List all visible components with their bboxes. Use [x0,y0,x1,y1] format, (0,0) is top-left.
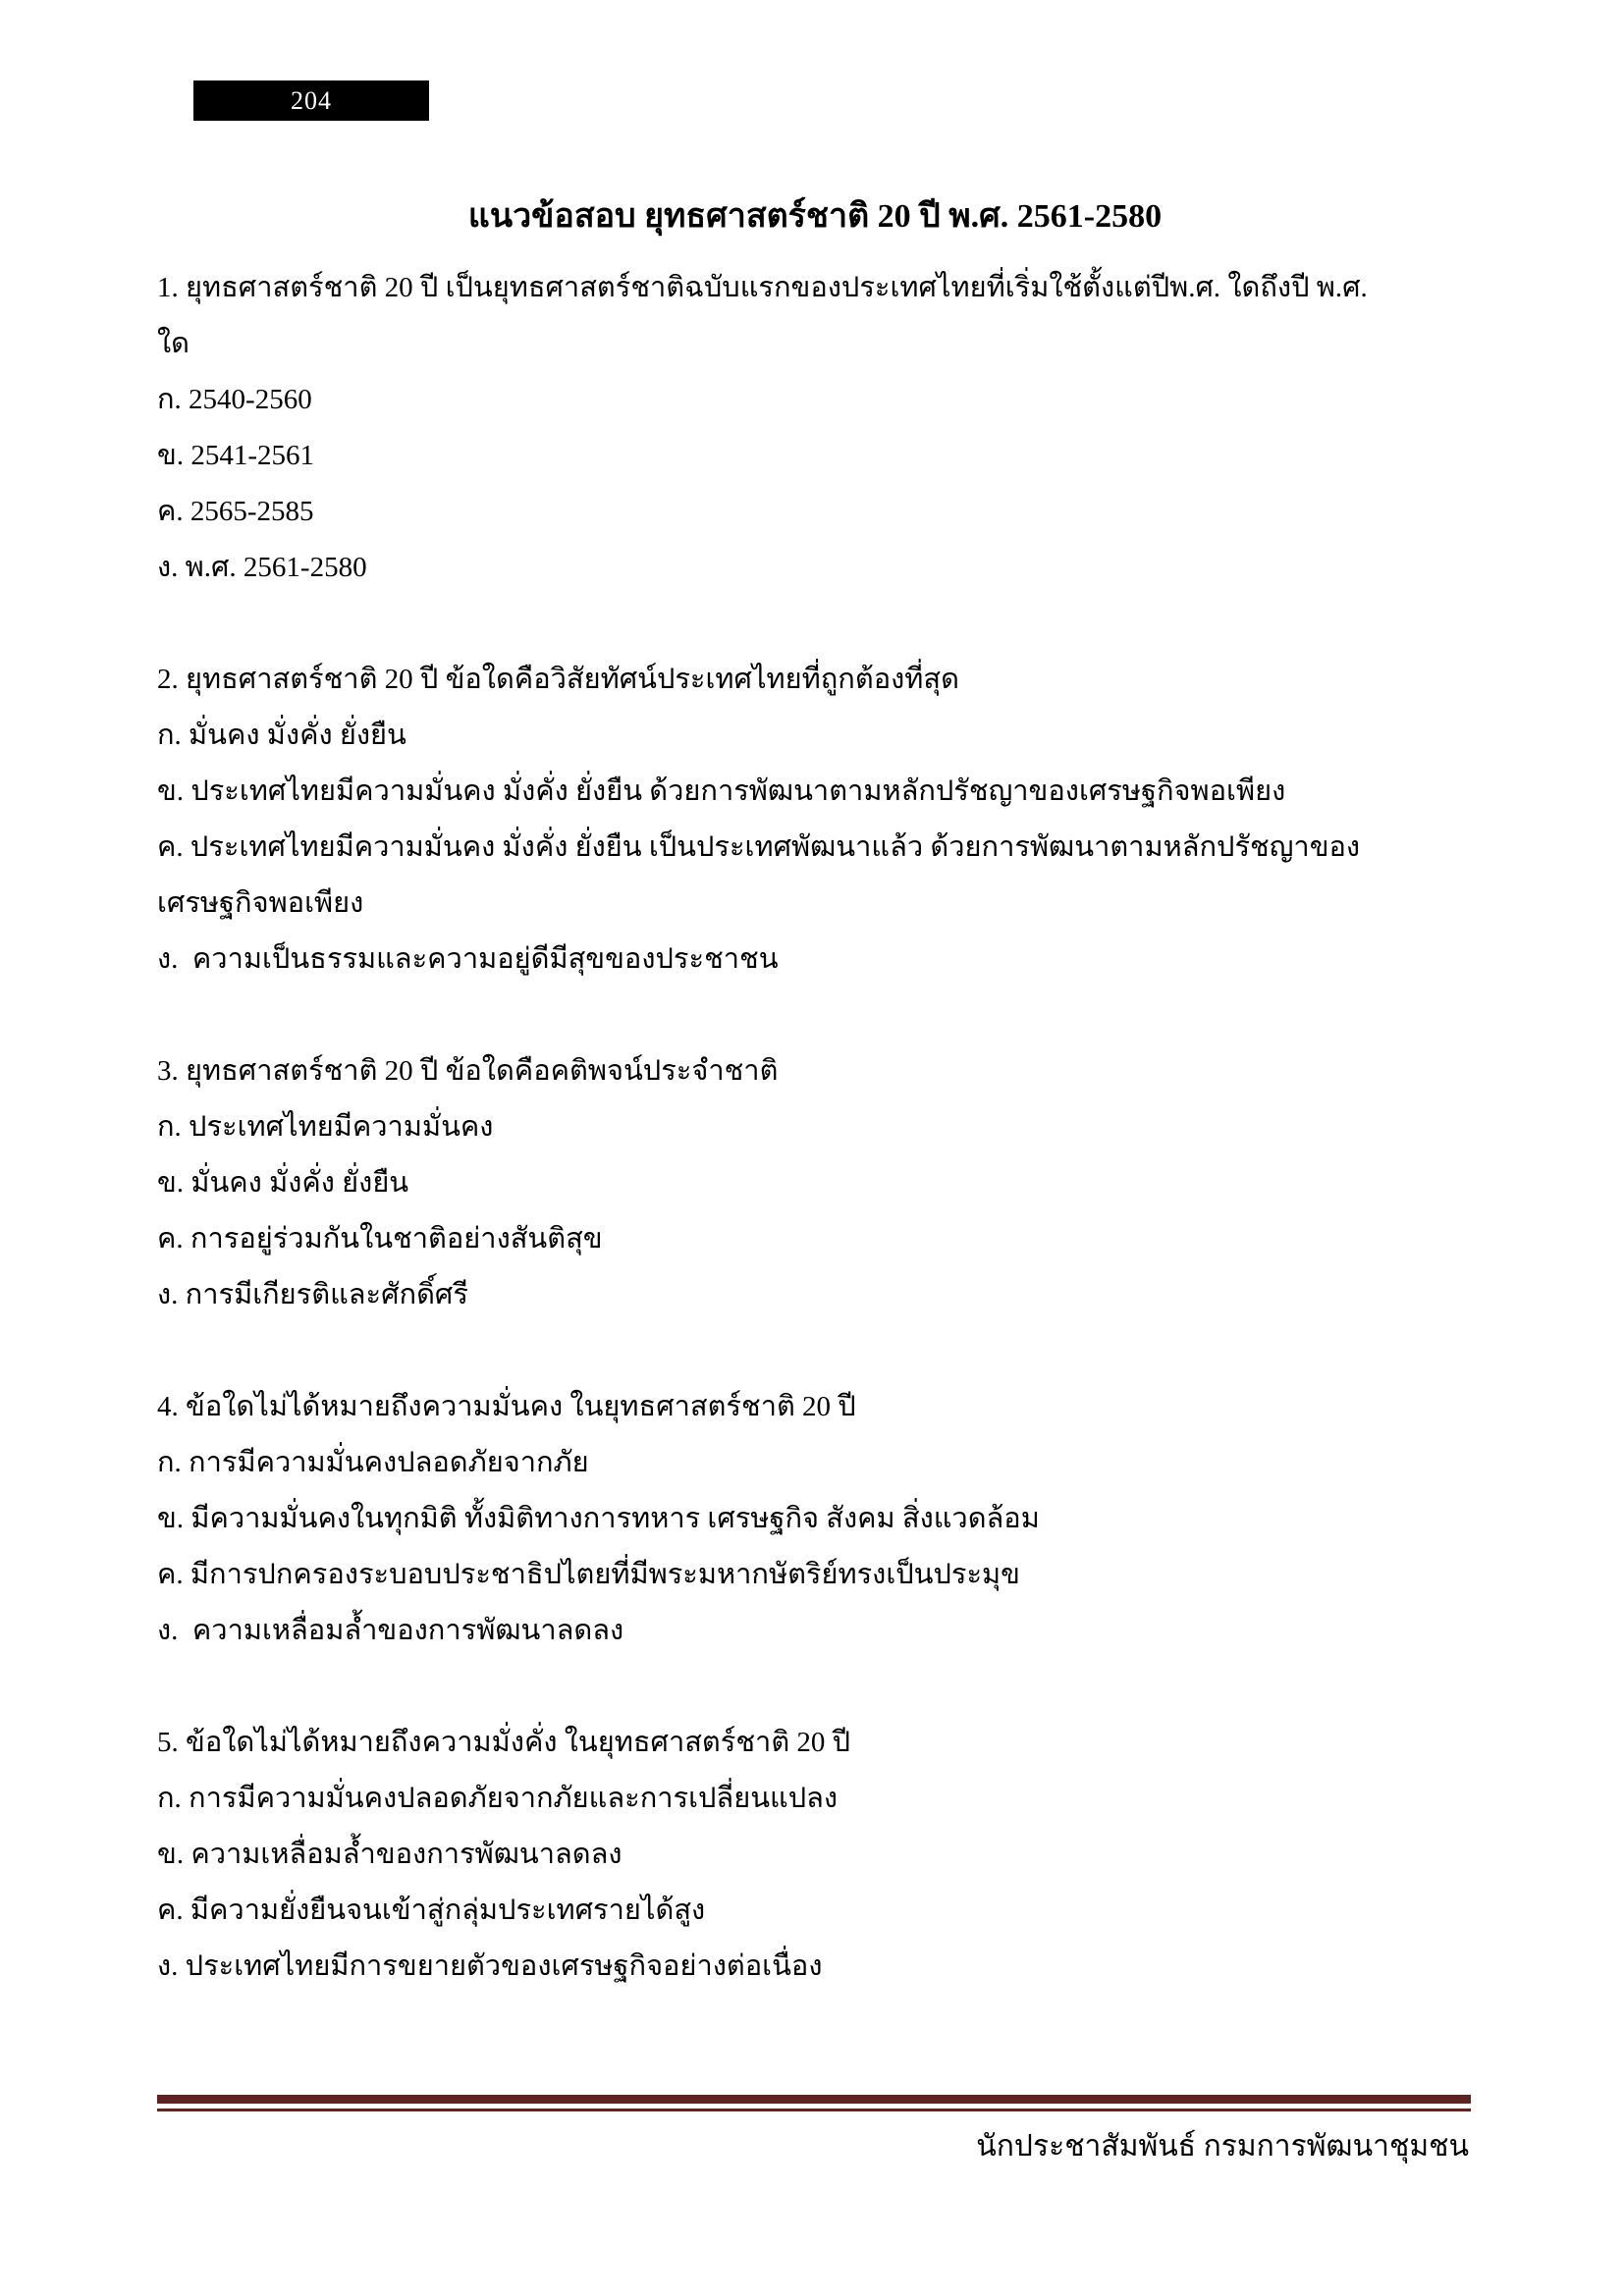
question-1-option-c: ค. 2565-2585 [157,496,314,527]
question-3-option-b: ข. มั่นคง มั่งคั่ง ยั่งยืน [157,1167,409,1199]
question-2-option-c-wrap: เศรษฐกิจพอเพียง [157,887,364,919]
question-4 [157,1379,1473,1659]
question-2 [157,652,1473,988]
question-5 [157,1715,1473,1995]
question-3-option-d: ง. การมีเกียรติและศักดิ์ศรี [157,1279,468,1310]
question-3 [157,1043,1473,1323]
question-2-option-a: ก. มั่นคง มั่งคั่ง ยั่งยืน [157,720,406,751]
question-1-prompt-line: 1. ยุทธศาสตร์ชาติ 20 ปี เป็นยุทธศาสตร์ชาติฉบับแรกของประเทศไทยที่เริ่มใช้ตั้งแต่ปีพ.ศ. ใดถึงปี พ.ศ. [157,272,1368,303]
page-number-box [193,80,429,121]
question-4-option-a: ก. การมีความมั่นคงปลอดภัยจากภัย [157,1447,589,1478]
question-1-prompt-line: ใด [157,328,189,359]
document-content [157,188,1473,2051]
question-4-option-c: ค. มีการปกครองระบอบประชาธิปไตยที่มีพระมหากษัตริย์ทรงเป็นประมุข [157,1559,1020,1590]
document-title: แนวข้อสอบ ยุทธศาสตร์ชาติ 20 ปี พ.ศ. 2561-2580 [467,198,1163,235]
question-1-option-d: ง. พ.ศ. 2561-2580 [157,552,367,583]
question-5-option-b: ข. ความเหลื่อมล้ำของการพัฒนาลดลง [157,1839,623,1870]
question-3-option-c: ค. การอยู่ร่วมกันในชาติอย่างสันติสุข [157,1223,603,1255]
question-2-option-c: ค. ประเทศไทยมีความมั่นคง มั่งคั่ง ยั่งยืน เป็นประเทศพัฒนาแล้ว ด้วยการพัฒนาตามหลักปรัชญาของ [157,831,1361,863]
question-1-option-b: ข. 2541-2561 [157,440,314,471]
page-number: 204 [291,85,332,115]
question-1 [157,260,1473,596]
question-2-option-b: ข. ประเทศไทยมีความมั่นคง มั่งคั่ง ยั่งยืน ด้วยการพัฒนาตามหลักปรัชญาของเศรษฐกิจพอเพียง [157,775,1286,807]
question-5-option-a: ก. การมีความมั่นคงปลอดภัยจากภัยและการเปลี่ยนแปลง [157,1783,839,1814]
question-2-prompt-line: 2. ยุทธศาสตร์ชาติ 20 ปี ข้อใดคือวิสัยทัศน์ประเทศไทยที่ถูกต้องที่สุด [157,664,959,695]
footer-credit-text: นักประชาสัมพันธ์ กรมการพัฒนาชุมชน [976,2130,1469,2163]
question-5-option-c: ค. มีความยั่งยืนจนเข้าสู่กลุ่มประเทศรายได้สูง [157,1895,706,1926]
question-4-option-d: ง. ความเหลื่อมล้ำของการพัฒนาลดลง [157,1615,624,1646]
question-5-prompt-line: 5. ข้อใดไม่ได้หมายถึงความมั่งคั่ง ในยุทธศาสตร์ชาติ 20 ปี [157,1727,851,1758]
question-1-option-a: ก. 2540-2560 [157,384,312,415]
footer-divider-rule [157,2095,1471,2111]
question-5-option-d: ง. ประเทศไทยมีการขยายตัวของเศรษฐกิจอย่างต่อเนื่อง [157,1950,823,1982]
question-3-option-a: ก. ประเทศไทยมีความมั่นคง [157,1111,494,1143]
question-3-prompt-line: 3. ยุทธศาสตร์ชาติ 20 ปี ข้อใดคือคติพจน์ประจำชาติ [157,1055,779,1087]
question-2-option-d: ง. ความเป็นธรรมและความอยู่ดีมีสุขของประชาชน [157,943,779,975]
question-4-prompt-line: 4. ข้อใดไม่ได้หมายถึงความมั่นคง ในยุทธศาสตร์ชาติ 20 ปี [157,1391,856,1422]
question-4-option-b: ข. มีความมั่นคงในทุกมิติ ทั้งมิติทางการทหาร เศรษฐกิจ สังคม สิ่งแวดล้อม [157,1503,1040,1534]
